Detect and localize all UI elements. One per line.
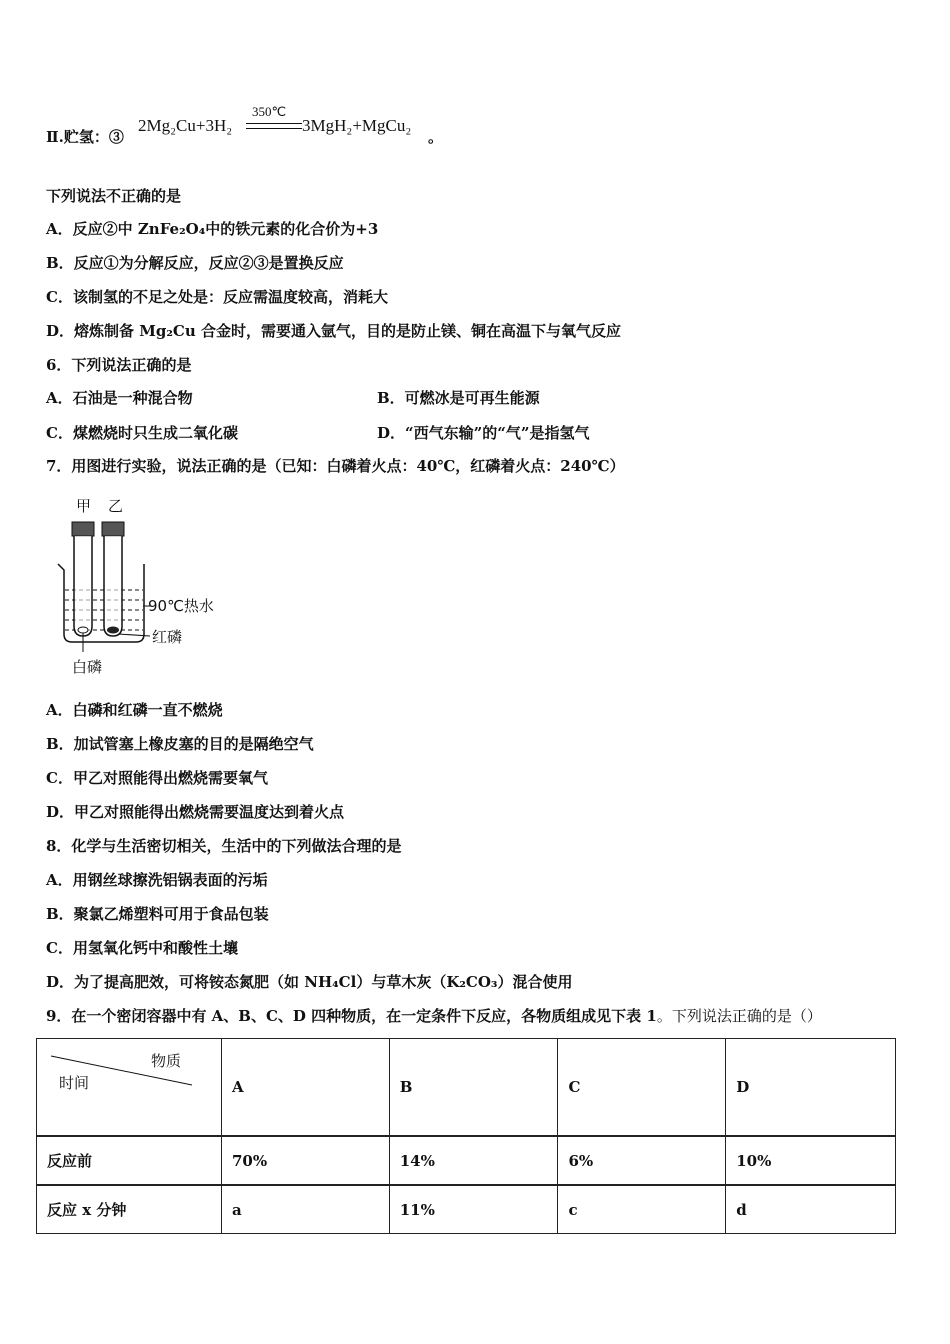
label-jia: 甲 (76, 497, 92, 515)
corner-bottom-label: 时间 (59, 1074, 90, 1092)
table-header-row (37, 1039, 896, 1137)
label-yi: 乙 (108, 497, 124, 515)
equation-double-line (246, 123, 302, 129)
q5-option-c[interactable]: C．该制氢的不足之处是：反应需温度较高，消耗大 (46, 288, 388, 306)
cell: c (558, 1185, 726, 1234)
equation-products: 3MgH₂+MgCu₂ (302, 116, 412, 135)
q9-stem (46, 1006, 822, 1026)
equation-end: 。 (428, 128, 444, 146)
cell: 11% (389, 1185, 558, 1234)
q5-option-a[interactable]: A．反应②中 ZnFe₂O₄中的铁元素的化合价为+3 (46, 220, 379, 238)
row-label: 反应前 (37, 1136, 222, 1185)
red-phosphorus (107, 627, 119, 634)
test-tube-jia (74, 536, 92, 636)
cell: a (221, 1185, 389, 1234)
label-white-phosphorus: 白磷 (72, 658, 103, 676)
cell: 14% (389, 1136, 558, 1185)
cell: d (726, 1185, 896, 1234)
header-b: B (389, 1039, 558, 1137)
header-c: C (558, 1039, 726, 1137)
label-hot-water: 90℃热水 (148, 597, 214, 615)
q5-stem: 下列说法不正确的是 (46, 187, 182, 205)
table-row (37, 1136, 896, 1185)
q6-option-c[interactable]: C．煤燃烧时只生成二氧化碳 (46, 424, 238, 442)
header-d: D (726, 1039, 896, 1137)
q6-option-b[interactable]: B．可燃冰是可再生能源 (377, 389, 540, 407)
q8-stem: 8．化学与生活密切相关，生活中的下列做法合理的是 (46, 837, 402, 855)
equation-prefix: Ⅱ.贮氢：③ (46, 128, 124, 146)
q9-stem-main: 9．在一个密闭容器中有 A、B、C、D 四种物质，在一定条件下反应，各物质组成见下表 1 (46, 1007, 657, 1025)
q5-option-d[interactable]: D．熔炼制备 Mg₂Cu 合金时，需要通入氩气，目的是防止镁、铜在高温下与氧气反应 (46, 322, 621, 340)
combustion-experiment-figure (52, 494, 232, 684)
table-corner-cell (37, 1039, 222, 1137)
composition-table (36, 1038, 896, 1234)
q7-option-a[interactable]: A．白磷和红磷一直不燃烧 (46, 701, 223, 719)
header-a: A (221, 1039, 389, 1137)
cell: 10% (726, 1136, 896, 1185)
q5-option-b[interactable]: B．反应①为分解反应，反应②③是置换反应 (46, 254, 344, 272)
q6-option-a[interactable]: A．石油是一种混合物 (46, 389, 193, 407)
q7-option-d[interactable]: D．甲乙对照能得出燃烧需要温度达到着火点 (46, 803, 345, 821)
stopper-yi (102, 522, 124, 536)
table-row (37, 1185, 896, 1234)
q8-option-d[interactable]: D．为了提高肥效，可将铵态氮肥（如 NH₄Cl）与草木灰（K₂CO₃）混合使用 (46, 973, 573, 991)
equation-reactants: 2Mg₂Cu+3H₂ (138, 116, 233, 135)
equation-condition: 350℃ (252, 104, 287, 119)
test-tube-yi (104, 536, 122, 636)
q8-option-b[interactable]: B．聚氯乙烯塑料可用于食品包装 (46, 905, 269, 923)
q6-option-d[interactable]: D．“西气东输”的“气”是指氢气 (377, 424, 590, 442)
cell: 70% (221, 1136, 389, 1185)
q8-option-a[interactable]: A．用钢丝球擦洗铝锅表面的污垢 (46, 871, 268, 889)
stopper-jia (72, 522, 94, 536)
q7-option-b[interactable]: B．加试管塞上橡皮塞的目的是隔绝空气 (46, 735, 314, 753)
q7-option-c[interactable]: C．甲乙对照能得出燃烧需要氧气 (46, 769, 268, 787)
corner-top-label: 物质 (151, 1052, 182, 1070)
q6-stem: 6．下列说法正确的是 (46, 356, 192, 374)
q8-option-c[interactable]: C．用氢氧化钙中和酸性土壤 (46, 939, 238, 957)
q9-stem-tail: 。下列说法正确的是（） (656, 1007, 822, 1025)
label-red-phosphorus: 红磷 (152, 628, 183, 646)
q7-stem: 7．用图进行实验，说法正确的是（已知：白磷着火点：40℃，红磷着火点：240℃） (46, 457, 625, 475)
row-label: 反应 x 分钟 (37, 1185, 222, 1234)
storage-equation (46, 104, 506, 144)
white-phosphorus (78, 627, 88, 633)
cell: 6% (558, 1136, 726, 1185)
